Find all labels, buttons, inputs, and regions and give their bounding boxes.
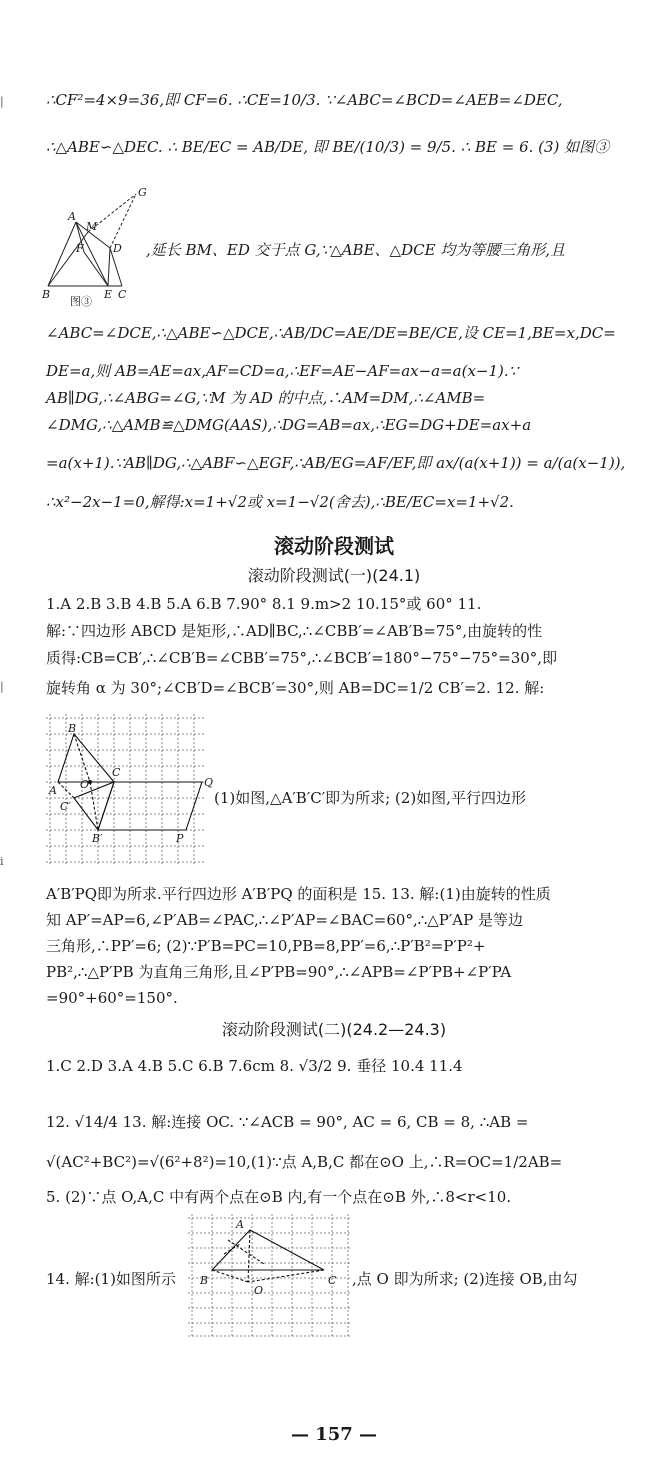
fig-label: A <box>236 1218 244 1231</box>
fig-label: C′ <box>60 800 71 813</box>
answer-line: A′B′PQ即为所求.平行四边形 A′B′PQ 的面积是 15. 13. 解:(1)由旋转的性质 <box>46 885 551 903</box>
answer-line: =90°+60°=150°. <box>46 989 178 1007</box>
answer-line: 14. 解:(1)如图所示 <box>46 1270 176 1288</box>
grid-figure-2 <box>188 1214 352 1338</box>
answer-line: PB²,∴△P′PB 为直角三角形,且∠P′PB=90°,∴∠APB=∠P′PB+∠P′PA <box>46 963 512 981</box>
answer-line: 1.A 2.B 3.B 4.B 5.A 6.B 7.90° 8.1 9.m>2 10.15°或 60° 11. <box>46 595 482 613</box>
fig-label: D <box>113 242 122 255</box>
fig-label: B <box>200 1274 209 1287</box>
fig-label: Q <box>204 776 214 789</box>
fig-label: B′ <box>92 832 103 845</box>
answer-line: 1.C 2.D 3.A 4.B 5.C 6.B 7.6cm 8. √3/2 9. 垂径 10.4 11.4 <box>46 1057 463 1075</box>
test-heading-1: 滚动阶段测试(一)(24.1) <box>247 566 421 585</box>
fig-label: E <box>104 288 113 301</box>
answer-line: 质得:CB=CB′,∴∠CB′B=∠CBB′=75°,∴∠BCB′=180°−75°−75°=30°,即 <box>46 649 558 667</box>
margin-mark: | <box>0 680 4 693</box>
fig-label: B <box>68 722 77 735</box>
grid-figure-1 <box>46 714 214 866</box>
answer-line: 旋转角 α 为 30°;∠CB′D=∠BCB′=30°,则 AB=DC=1/2 CB′=2. 12. 解: <box>46 679 545 697</box>
fig-label: P <box>176 832 184 845</box>
answer-line: 5. (2)∵点 O,A,C 中有两个点在⊙B 内,有一个点在⊙B 外,∴8<r<10. <box>46 1188 512 1206</box>
answer-line: ,点 O 即为所求; (2)连接 OB,由勾 <box>352 1270 578 1288</box>
section-heading: 滚动阶段测试 <box>274 534 394 558</box>
answer-line: 三角形,∴PP′=6; (2)∵P′B=PC=10,PB=8,PP′=6,∴P′B²=P′P²+ <box>46 937 486 955</box>
fig-label: M <box>86 220 98 233</box>
text-line: ∴x²−2x−1=0,解得:x=1+√2或 x=1−√2(舍去),∴BE/EC=x=1+√2. <box>46 493 514 511</box>
answer-line: √(AC²+BC²)=√(6²+8²)=10,(1)∵点 A,B,C 都在⊙O 上,∴R=OC=1/2AB= <box>46 1153 563 1171</box>
text-line: ,延长 BM、ED 交于点 G,∵△ABE、△DCE 均为等腰三角形,且 <box>146 241 566 259</box>
fig-label: C <box>328 1274 337 1287</box>
text-line: ∴CF²=4×9=36,即 CF=6. ∴CE=10/3. ∵∠ABC=∠BCD=∠AEB=∠DEC, <box>46 91 563 109</box>
text-line: AB∥DG,∴∠ABG=∠G,∵M 为 AD 的中点,∴AM=DM,∴∠AMB= <box>46 389 486 407</box>
answer-line: 知 AP′=AP=6,∠P′AB=∠PAC,∴∠P′AP=∠BAC=60°,∴△P′AP 是等边 <box>46 911 523 929</box>
margin-mark: | <box>0 95 4 108</box>
text-line: ∴△ABE∽△DEC. ∴ BE/EC = AB/DE, 即 BE/(10/3) = 9/5. ∴ BE = 6. (3) 如图③ <box>46 138 610 156</box>
answer-line: 12. √14/4 13. 解:连接 OC. ∵∠ACB = 90°, AC = 6, CB = 8, ∴AB = <box>46 1113 529 1131</box>
text-line: ∠ABC=∠DCE,∴△ABE∽△DCE,∴AB/DC=AE/DE=BE/CE,设 CE=1,BE=x,DC= <box>46 324 616 342</box>
fig-label: C <box>112 766 121 779</box>
figure-3 <box>40 186 152 306</box>
test-heading-2: 滚动阶段测试(二)(24.2—24.3) <box>221 1020 447 1039</box>
fig-label: C <box>118 288 127 301</box>
answer-line: (1)如图,△A′B′C′即为所求; (2)如图,平行四边形 <box>214 789 526 807</box>
fig-label: O <box>254 1284 264 1297</box>
fig-label: A <box>68 210 76 223</box>
text-line: ∠DMG,∴△AMB≌△DMG(AAS),∴DG=AB=ax,∴EG=DG+DE=ax+a <box>46 416 532 434</box>
fig-label: O <box>80 778 90 791</box>
answer-line: 解:∵四边形 ABCD 是矩形,∴AD∥BC,∴∠CBB′=∠AB′B=75°,由旋转的性 <box>46 622 543 640</box>
fig-label: G <box>138 186 147 199</box>
margin-mark: i <box>0 855 4 868</box>
fig-label: F <box>76 242 84 255</box>
page-number: — 157 — <box>290 1424 378 1445</box>
fig-label: A <box>49 784 57 797</box>
text-line: DE=a,则 AB=AE=ax,AF=CD=a,∴EF=AE−AF=ax−a=a(x−1).∵ <box>46 362 519 380</box>
figure-caption: 图③ <box>70 295 92 308</box>
text-line: =a(x+1).∵AB∥DG,∴△ABF∽△EGF,∴AB/EG=AF/EF,即 ax/(a(x+1)) = a/(a(x−1)), <box>46 454 626 472</box>
fig-label: B <box>42 288 51 301</box>
